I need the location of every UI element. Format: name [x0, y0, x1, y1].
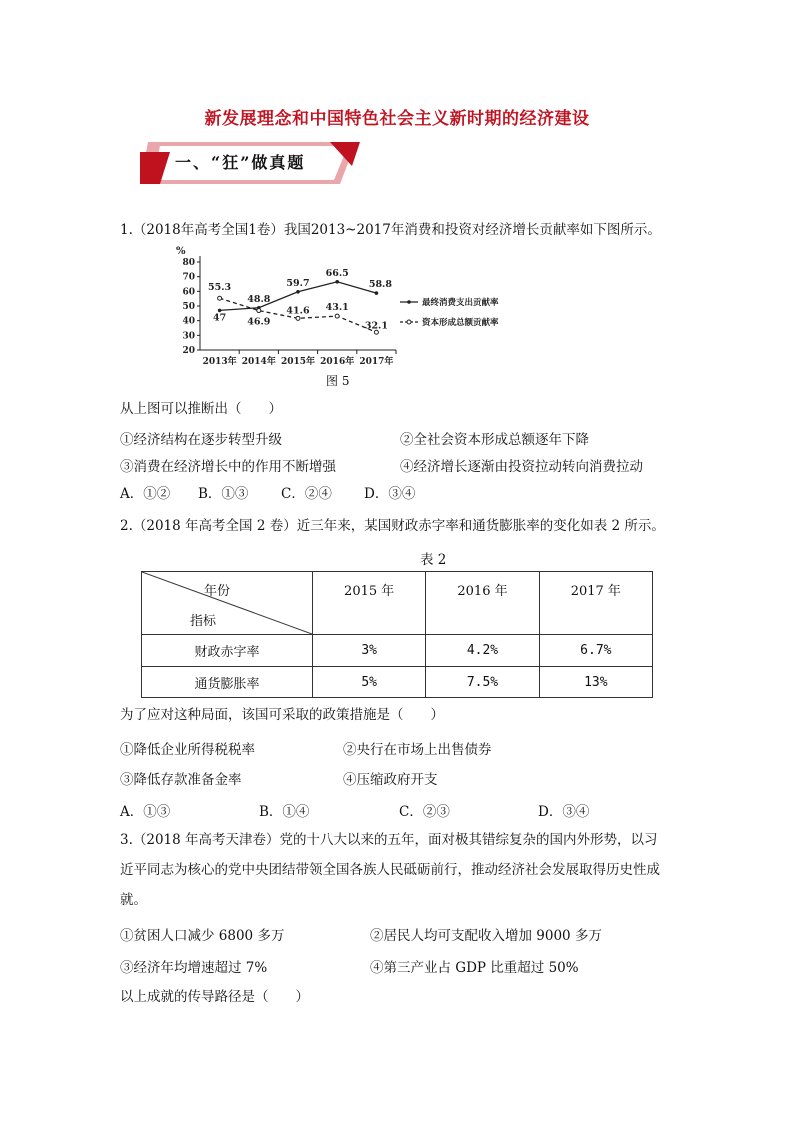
table-row-label: 财政赤字率	[142, 635, 313, 667]
q2-answer-c: C．②③	[399, 804, 450, 820]
q1-prompt: 从上图可以推断出（ ）	[120, 401, 282, 417]
data-label: 58.8	[368, 279, 392, 291]
table-cell: 13%	[539, 667, 652, 698]
data-point	[335, 280, 339, 284]
q2-item-4: ④压缩政府开支	[343, 772, 438, 788]
data-label: 55.3	[208, 282, 232, 294]
q3-item-1: ①贫困人口减少 6800 多万	[120, 928, 285, 944]
legend-label: 最终消费支出贡献率	[422, 298, 499, 308]
table-header-cell: 2016 年	[426, 572, 539, 635]
line-chart	[172, 244, 512, 392]
data-point	[218, 296, 222, 300]
q1-item-2: ②全社会资本形成总额逐年下降	[400, 432, 589, 448]
q1-item-4: ④经济增长逐渐由投资拉动转向消费拉动	[400, 459, 643, 475]
q2-item-1: ①降低企业所得税税率	[120, 742, 255, 758]
data-label: 47	[212, 312, 227, 324]
table-cell: 6.7%	[539, 635, 652, 667]
q1-answer-a: A．①②	[120, 486, 171, 502]
table-row-label: 通货膨胀率	[142, 667, 313, 698]
data-label: 43.1	[325, 302, 349, 314]
table-cell: 5%	[313, 667, 426, 698]
y-tick-label: 70	[182, 272, 195, 283]
data-label: 48.8	[247, 293, 271, 305]
legend-marker	[407, 320, 411, 324]
x-tick-label: 2014年	[241, 357, 276, 367]
x-tick-label: 2017年	[359, 357, 394, 367]
section-banner-label: 一、“狂”做真题	[175, 153, 306, 172]
data-label: 59.7	[286, 277, 310, 289]
q2-prompt: 为了应对这种局面，该国可采取的政策措施是（ ）	[120, 707, 444, 723]
q3-prompt: 以上成就的传导路径是（ ）	[120, 989, 309, 1005]
q2-stem: 2.（2018 年高考全国 2 卷）近三年来，某国财政赤字率和通货膨胀率的变化如表 2 所示。	[120, 518, 665, 534]
y-tick-label: 20	[182, 346, 195, 356]
q2-item-2: ②央行在市场上出售债券	[343, 742, 492, 758]
q3-stem-line-3: 就。	[120, 892, 147, 908]
q1-answer-d: D．③④	[364, 486, 416, 502]
q3-stem-line-2: 近平同志为核心的党中央团结带领全国各族人民砥砺前行，推动经济社会发展取得历史性成	[120, 862, 660, 878]
data-label: 46.9	[247, 316, 271, 328]
table-cell: 7.5%	[426, 667, 539, 698]
data-point	[257, 309, 261, 313]
data-point	[296, 316, 300, 320]
x-tick-label: 2013年	[202, 357, 237, 367]
y-tick-label: 50	[182, 302, 195, 312]
data-point	[375, 291, 379, 295]
header-indicator-label: 指标	[190, 614, 217, 629]
table-row	[142, 635, 653, 667]
table-header-row	[142, 572, 653, 635]
legend-marker	[407, 300, 411, 304]
table-row	[142, 667, 653, 698]
table-cell: 3%	[313, 635, 426, 667]
q2-answer-b: B．①④	[259, 804, 310, 820]
q1-stem: 1.（2018年高考全国1卷）我国2013~2017年消费和投资对经济增长贡献率如下图所示。	[120, 222, 661, 238]
data-point	[335, 314, 339, 318]
q2-item-3: ③降低存款准备金率	[120, 772, 242, 788]
q3-item-3: ③经济年均增速超过 7%	[120, 960, 268, 976]
q1-answer-c: C．②④	[281, 486, 332, 502]
data-label: 66.5	[325, 267, 349, 279]
q3-item-4: ④第三产业占 GDP 比重超过 50%	[370, 960, 579, 976]
q2-answer-a: A．①③	[120, 804, 171, 820]
table-header-cell: 2017 年	[539, 572, 652, 635]
q1-answer-b: B．①③	[198, 486, 249, 502]
q3-item-2: ②居民人均可支配收入增加 9000 多万	[370, 928, 602, 944]
q3-stem-line-1: 3.（2018 年高考天津卷）党的十八大以来的五年，面对极其错综复杂的国内外形势，以习	[120, 832, 658, 848]
table-diagonal-header	[142, 572, 313, 635]
y-tick-label: 80	[182, 258, 195, 268]
data-label: 41.6	[286, 305, 310, 317]
chart-caption: 图 5	[326, 374, 350, 388]
q1-item-1: ①经济结构在逐步转型升级	[120, 432, 282, 448]
x-tick-label: 2016年	[320, 357, 355, 367]
q1-item-3: ③消费在经济增长中的作用不断增强	[120, 459, 336, 475]
q2-answer-d: D．③④	[538, 804, 590, 820]
y-tick-label: 30	[182, 331, 195, 342]
table-header-cell: 2015 年	[313, 572, 426, 635]
table-caption: 表 2	[420, 552, 447, 568]
x-tick-label: 2015年	[280, 357, 316, 367]
y-tick-label: 60	[182, 287, 195, 298]
table-cell: 4.2%	[426, 635, 539, 667]
header-year-label: 年份	[204, 584, 231, 599]
data-label: 32.1	[364, 320, 388, 332]
y-axis-unit: %	[176, 246, 186, 257]
data-point	[296, 290, 300, 294]
y-tick-label: 40	[182, 316, 195, 327]
data-table	[141, 571, 653, 698]
legend-label: 资本形成总额贡献率	[422, 318, 499, 328]
page-title: 新发展理念和中国特色社会主义新时期的经济建设	[204, 109, 590, 129]
